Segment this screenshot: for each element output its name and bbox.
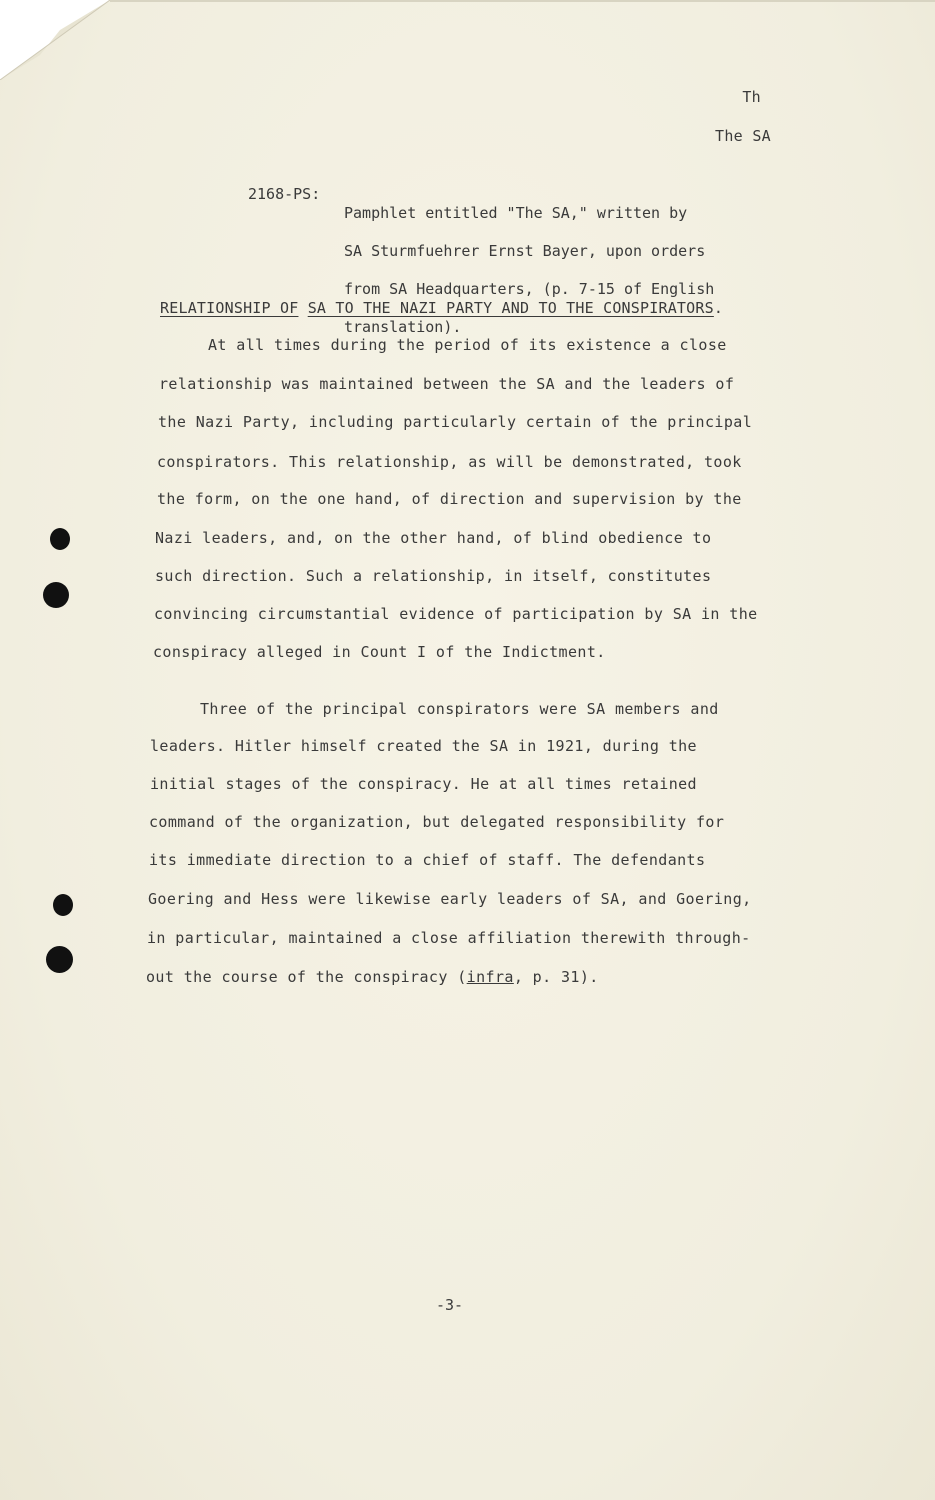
text-line: the form, on the one hand, of direction and supervision by the	[157, 490, 742, 508]
section-heading	[160, 299, 723, 317]
text-line: the Nazi Party, including particularly certain of the principal	[158, 413, 753, 431]
exhibit-line: from SA Headquarters, (p. 7-15 of English	[344, 280, 715, 298]
heading-period: .	[713, 299, 724, 317]
top-edge	[110, 0, 935, 2]
text-line: in particular, maintained a close affiliation therewith through-	[147, 929, 751, 947]
text-fragment: , p. 31).	[513, 968, 599, 986]
text-line-last	[146, 968, 599, 986]
folded-corner	[0, 0, 110, 80]
text-fragment: out the course of the conspiracy (	[146, 968, 467, 986]
text-line: Three of the principal conspirators were SA members and	[200, 700, 719, 718]
punch-hole	[43, 582, 69, 608]
exhibit-description	[344, 185, 764, 356]
text-line: At all times during the period of its existence a close	[208, 336, 727, 354]
punch-hole	[50, 528, 70, 550]
heading-part-2: SA TO THE NAZI PARTY AND TO THE CONSPIRATORS	[307, 299, 714, 317]
exhibit-number: 2168-PS:	[248, 185, 321, 203]
infra-reference: infra	[466, 968, 514, 986]
exhibit-line: SA Sturmfuehrer Ernst Bayer, upon orders	[344, 242, 706, 260]
exhibit-line: Pamphlet entitled "The SA," written by	[344, 204, 688, 222]
heading-part-1: RELATIONSHIP OF	[160, 299, 299, 317]
punch-hole	[46, 946, 73, 973]
exhibit-line: translation).	[344, 318, 462, 336]
text-line: its immediate direction to a chief of staff. The defendants	[149, 851, 706, 869]
text-line: convincing circumstantial evidence of participation by SA in the	[154, 605, 758, 623]
text-line: leaders. Hitler himself created the SA in 1921, during the	[150, 737, 697, 755]
text-line: relationship was maintained between the SA and the leaders of	[159, 375, 735, 393]
punch-hole	[53, 894, 73, 916]
text-line: conspiracy alleged in Count I of the Indictment.	[153, 643, 606, 661]
page-number: -3-	[436, 1296, 464, 1314]
text-line: Nazi leaders, and, on the other hand, of blind obedience to	[155, 529, 712, 547]
text-line: conspirators. This relationship, as will be demonstrated, took	[157, 453, 742, 471]
header-line-1: Th	[742, 88, 761, 106]
text-line: Goering and Hess were likewise early leaders of SA, and Goering,	[148, 890, 752, 908]
text-line: initial stages of the conspiracy. He at all times retained	[150, 775, 697, 793]
text-line: such direction. Such a relationship, in itself, constitutes	[155, 567, 712, 585]
header-line-2: The SA	[715, 127, 771, 145]
text-line: command of the organization, but delegated responsibility for	[149, 813, 725, 831]
